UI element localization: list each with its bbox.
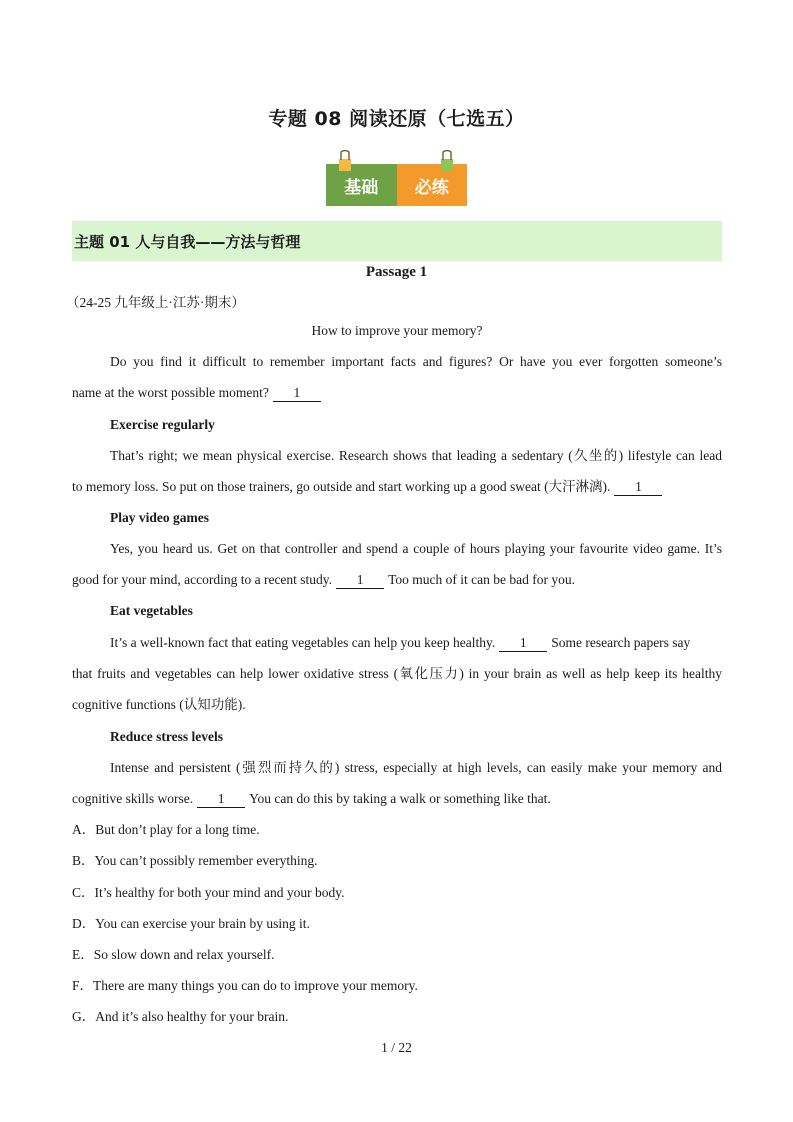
answer-blank[interactable]: 1 [614, 478, 662, 496]
subheading: Eat vegetables [110, 603, 193, 618]
binder-clip-icon [438, 150, 456, 172]
option-a: A．But don’t play for a long time. [72, 822, 260, 837]
section-badge [326, 164, 467, 206]
article-heading: How to improve your memory? [311, 323, 483, 338]
badge-practice: 必练 [397, 164, 468, 206]
answer-blank[interactable]: 1 [499, 634, 547, 652]
paragraph-line: Intense and persistent (强烈而持久的) stress, especially at high levels, can easily make your memory and [110, 760, 722, 775]
option-g: G．And it’s also healthy for your brain. [72, 1009, 289, 1024]
source-note: （24-25 九年级上·江苏·期末） [66, 295, 245, 310]
page-title: 专题 08 阅读还原（七选五） [268, 108, 525, 130]
paragraph-line: cognitive skills worse. 1 You can do this by taking a walk or something like that. [72, 791, 551, 806]
subheading: Play video games [110, 510, 209, 525]
option-c: C．It’s healthy for both your mind and your body. [72, 885, 345, 900]
paragraph-line: name at the worst possible moment? 1 [72, 383, 722, 403]
answer-blank[interactable]: 1 [197, 790, 245, 808]
paragraph-line: good for your mind, according to a recent study. 1 Too much of it can be bad for you. [72, 572, 575, 587]
option-b: B．You can’t possibly remember everything. [72, 853, 318, 868]
badge-basic: 基础 [326, 164, 397, 206]
paragraph-line: Yes, you heard us. Get on that controller and spend a couple of hours playing your favourite video game. It’s [110, 541, 722, 556]
option-e: E．So slow down and relax yourself. [72, 947, 275, 962]
theme-title: 主题 01 人与自我——方法与哲理 [74, 232, 301, 251]
theme-header [72, 221, 722, 261]
page-number: 1 / 22 [381, 1040, 412, 1055]
paragraph-line: It’s a well-known fact that eating vegetables can help you keep healthy. 1 Some research papers say [110, 635, 691, 650]
option-f: F．There are many things you can do to improve your memory. [72, 978, 418, 993]
paragraph-line: That’s right; we mean physical exercise. Research shows that leading a sedentary (久坐的) lifestyle can lead [110, 448, 722, 463]
paragraph-line: Do you find it difficult to remember important facts and figures? Or have you ever forgotten someone’s [110, 354, 722, 369]
answer-blank[interactable]: 1 [336, 571, 384, 589]
subheading: Exercise regularly [110, 417, 215, 432]
answer-blank[interactable]: 1 [273, 384, 321, 402]
binder-clip-icon [336, 150, 354, 172]
paragraph-line: to memory loss. So put on those trainers, go outside and start working up a good sweat (大汗淋漓). 1 [72, 477, 722, 497]
paragraph-line: that fruits and vegetables can help lower oxidative stress (氧化压力) in your brain as well as help keep its healthy [72, 666, 722, 681]
passage-title: Passage 1 [365, 264, 428, 280]
subheading: Reduce stress levels [110, 729, 223, 744]
paragraph-line: cognitive functions (认知功能). [72, 697, 246, 712]
option-d: D．You can exercise your brain by using it. [72, 916, 310, 931]
